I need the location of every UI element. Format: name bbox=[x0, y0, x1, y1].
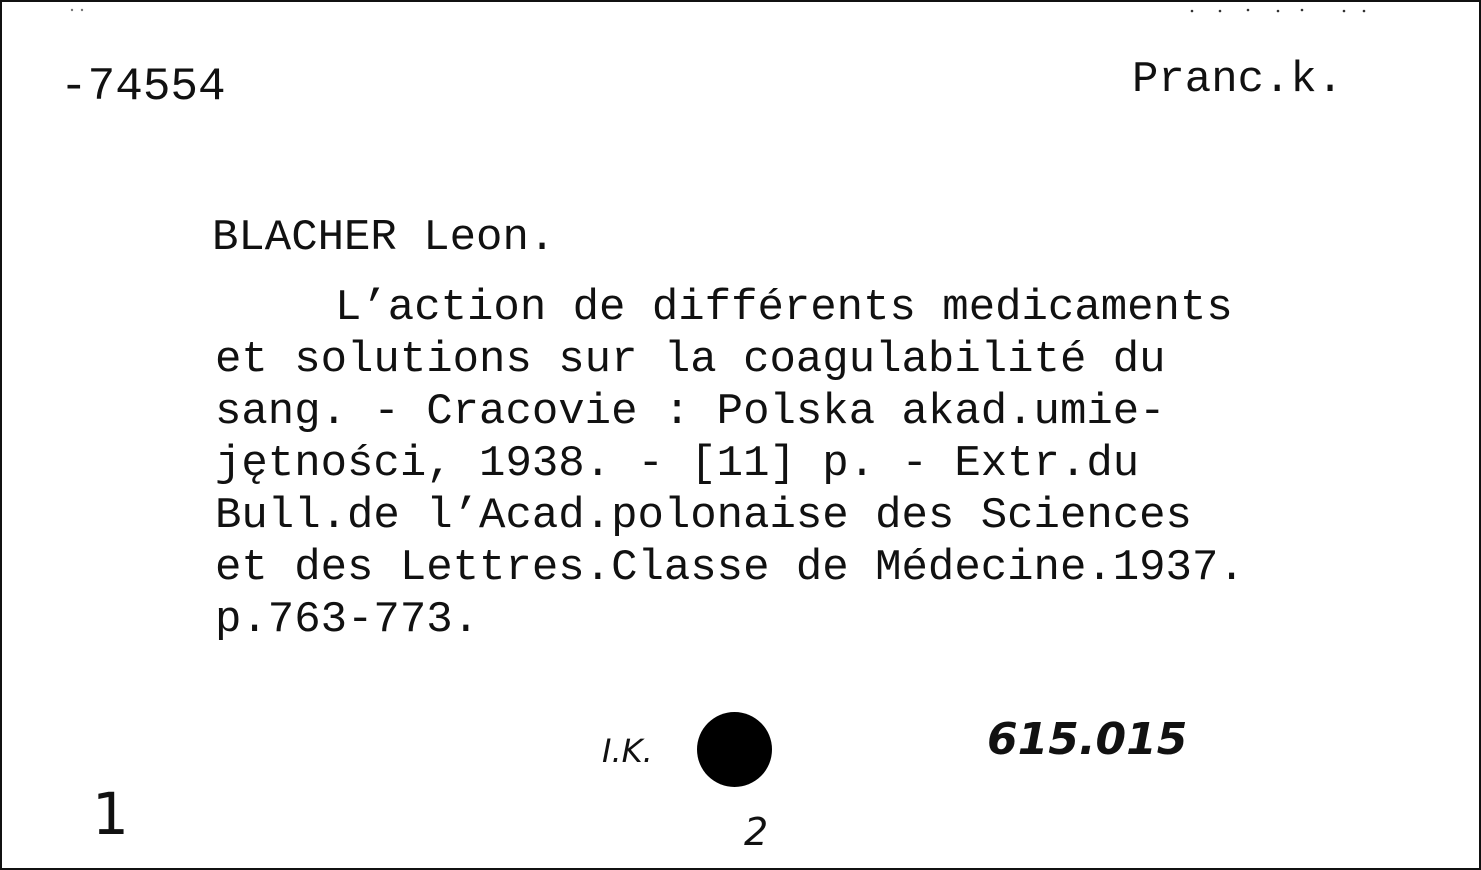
description-line: et des Lettres.Classe de Médecine.1937. bbox=[215, 543, 1245, 593]
handwritten-mark: 2 bbox=[744, 810, 769, 854]
description-line: Bull.de l’Acad.polonaise des Sciences bbox=[215, 491, 1192, 541]
description-line: L’action de différents medicaments bbox=[335, 283, 1233, 333]
location-code: Pranc.k. bbox=[1132, 55, 1344, 105]
handwritten-classification: 615.015 bbox=[987, 714, 1188, 765]
handwritten-number: 1 bbox=[92, 780, 129, 848]
description-line: p.763-773. bbox=[215, 595, 480, 645]
description-line: sang. - Cracovie : Polska akad.umie- bbox=[215, 387, 1166, 437]
handwritten-initials: I.K. bbox=[602, 732, 653, 770]
description-line: et solutions sur la coagulabilité du bbox=[215, 335, 1166, 385]
scan-speckles bbox=[2, 2, 1481, 16]
call-number: -74554 bbox=[60, 61, 226, 113]
author-heading: BLACHER Leon. bbox=[212, 213, 556, 263]
description-line: jętności, 1938. - [11] p. - Extr.du bbox=[215, 439, 1140, 489]
ink-stamp-dot bbox=[697, 712, 772, 787]
